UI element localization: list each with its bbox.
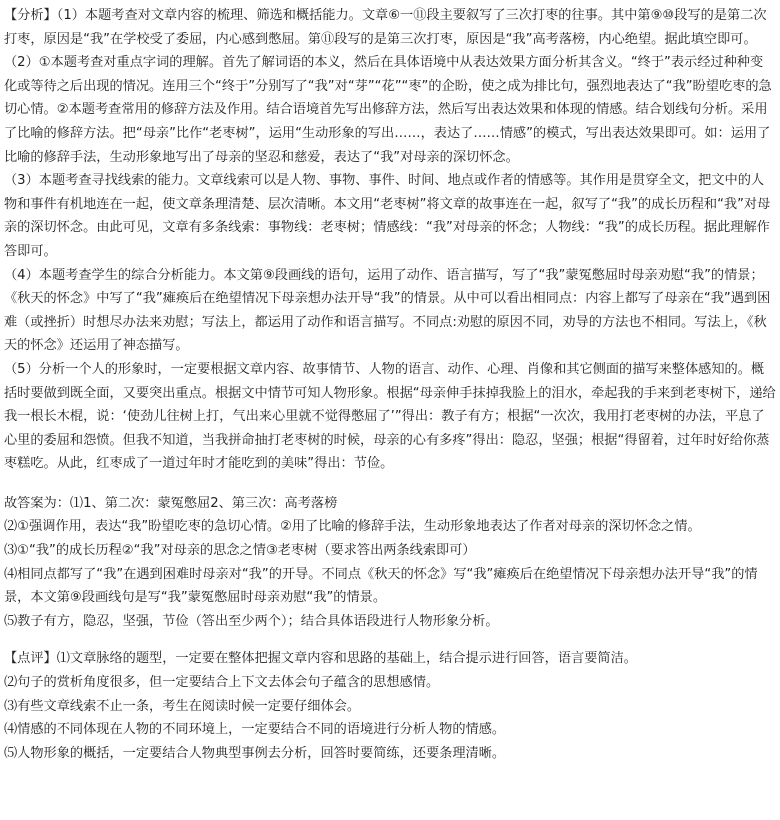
analysis-paragraph-4: （4）本题考查学生的综合分析能力。本文第⑨段画线的语句，运用了动作、语言描写，写了“我”蒙冤憋屈时母亲劝慰“我”的情景；《秋天的怀念》中写了“我”瘫痪后在绝望情况下母亲想办法开导“我”的情景。从中可以看出相同点：内容上都写了母亲在“我”遇到困难（或挫折）时想尽办法来劝慰；写法上，都运用了动作和语言描写。不同点:劝慰的原因不同，劝导的方法也不相同。写法上，《秋天的怀念》还运用了神态描写。 [4,267,771,354]
answer-line-2: ⑵①强调作用，表达“我”盼望吃枣的急切心情。②用了比喻的修辞手法，生动形象地表达了作者对母亲的深切怀念之情。 [4,519,701,535]
analysis-paragraph-2: （2）①本题考查对重点字词的理解。首先了解词语的本义，然后在具体语境中从表达效果方面分析其含义。“终于”表示经过种种变化或等待之后出现的情况。连用三个“终于”分别写了“我”对“芽”“花”“枣”的企盼，使之成为排比句，强烈地表达了“我”盼望吃枣的急切心情。②本题考查常用的修辞方法及作用。结合语境首先写出修辞方法，然后写出表达效果和体现的情感。结合划线句分析。采用了比喻的修辞方法。把“母亲”比作“老枣树”，运用“生动形象的写出……，表达了……情感”的模式，写出表达效果即可。如：运用了比喻的修辞手法，生动形象地写出了母亲的坚忍和慈爱，表达了“我”对母亲的深切怀念。 [4,55,772,165]
analysis-paragraph-5: （5）分析一个人的形象时，一定要根据文章内容、故事情节、人物的语言、动作、心理、肖像和其它侧面的描写来整体感知的。概括时要做到既全面，又要突出重点。根据文中情节可知人物形象。根据“母亲伸手抹掉我脸上的泪水，牵起我的手来到老枣树下，递给我一根长木棍，说：‘使劲儿往树上打，气出来心里就不觉得憋屈了’”得出：教子有方；根据“一次次，我用打老枣树的办法，平息了心里的委屈和怨愤。但我不知道，当我拼命抽打老枣树的时候，母亲的心有多疼”得出：隐忍，坚强；根据“得留着，过年时好给你蒸枣糕吃。从此，红枣成了一道过年时才能吃到的美味”得出：节俭。 [4,361,776,472]
comment-section [4,647,776,765]
answer-line-4: ⑷相同点都写了“我”在遇到困难时母亲对“我”的开导。不同点《秋天的怀念》写“我”瘫痪后在绝望情况下母亲想办法开导“我”的情景，本文第⑨段画线句是写“我”蒙冤憋屈时母亲劝慰“我”的情景。 [4,566,758,606]
analysis-paragraph-3: （3）本题考查寻找线索的能力。文章线索可以是人物、事物、事件、时间、地点或作者的情感等。其作用是贯穿全文，把文中的人物和事件有机地连在一起，使文章条理清楚、层次清晰。本文用“老枣树”将文章的故事连在一起，叙写了“我”的成长历程和“我”对母亲的深切怀念。由此可见，文章有多条线索：事物线：老枣树；情感线：“我”对母亲的怀念；人物线：“我”的成长历程。据此理解作答即可。 [4,173,771,259]
comment-line-4: ⑷情感的不同体现在人物的不同环境上，一定要结合不同的语境进行分析人物的情感。 [4,722,506,738]
answer-section [4,492,776,634]
comment-line-2: ⑵句子的赏析角度很多，但一定要结合上下文去体会句子蕴含的思想感情。 [4,675,440,691]
comment-line-1: 【点评】⑴文章脉络的题型，一定要在整体把握文章内容和思路的基础上，结合提示进行回答，语言要简洁。 [4,651,637,667]
answer-line-5: ⑸教子有方，隐忍，坚强，节俭（答出至少两个）；结合具体语段进行人物形象分析。 [4,613,499,629]
comment-line-3: ⑶有些文章线索不止一条，考生在阅读时候一定要仔细体会。 [4,698,361,714]
analysis-section [4,4,776,476]
analysis-paragraph-1: 【分析】（1）本题考查对文章内容的梳理、筛选和概括能力。文章⑥一⑪段主要叙写了三次打枣的往事。其中第⑨⑩段写的是第二次打枣，原因是“我”在学校受了委屈，内心感到憋屈。第⑪段写的是第三次打枣，原因是“我”高考落榜，内心绝望。据此填空即可。 [4,8,767,47]
answer-line-3: ⑶①“我”的成长历程②“我”对母亲的思念之情③老枣树（要求答出两条线索即可） [4,543,476,559]
comment-line-5: ⑸人物形象的概括，一定要结合人物典型事例去分析，回答时要简练，还要条理清晰。 [4,745,506,761]
answer-line-1: 故答案为：⑴1、第二次：蒙冤憋屈2、第三次：高考落榜 [4,495,338,511]
